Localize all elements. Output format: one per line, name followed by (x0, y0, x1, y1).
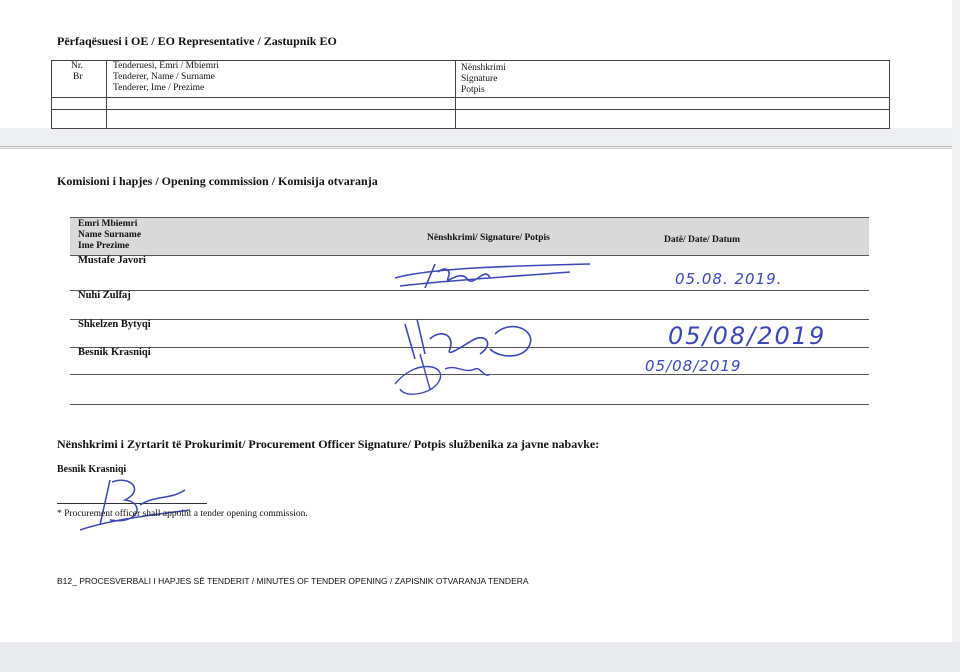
page-right-edge (952, 0, 960, 642)
member-name: Shkelzen Bytyqi (78, 319, 151, 330)
eo-col-nr-1: Nr. (71, 61, 83, 71)
eo-section-title: Përfaqësuesi i OE / EO Representative / Zastupnik EO (57, 34, 337, 48)
header-name-2: Name Surname (78, 230, 142, 240)
member-name: Nuhi Zulfaj (78, 290, 131, 301)
member-date: 05/08/2019 (645, 357, 742, 375)
eo-col-tenderer-3: Tenderer, Ime / Prezime (113, 83, 205, 93)
signature-mustafe (390, 258, 590, 298)
page-footer: B12_ PROCESVERBALI I HAPJES SË TENDERIT / MINUTES OF TENDER OPENING / ZAPISNIK OTVARANJA TENDERA (57, 576, 529, 586)
procurement-title: Nënshkrimi i Zyrtarit të Prokurimit/ Procurement Officer Signature/ Potpis službenika za javne nabavke: (57, 437, 600, 451)
eo-table (51, 60, 890, 129)
eo-col-tenderer-1: Tenderuesi, Emri / Mbiemri (113, 61, 219, 71)
officer-name: Besnik Krasniqi (57, 464, 127, 475)
commission-table-header (70, 217, 869, 256)
row-divider (70, 404, 869, 405)
signature-shkelzen-besnik (385, 314, 545, 404)
signature-officer (70, 470, 200, 540)
member-name: Besnik Krasniqi (78, 347, 151, 358)
officer-note: * Procurement officer shall appoint a tender opening commission. (57, 509, 308, 519)
header-name-1: Emri Mbiemri (78, 219, 138, 229)
eo-col-signature-2: Signature (461, 74, 498, 84)
header-date: Datë/ Date/ Datum (664, 235, 740, 245)
eo-col-tenderer-2: Tenderer, Name / Surname (113, 72, 215, 82)
member-date: 05/08/2019 (668, 322, 827, 350)
eo-col-signature-3: Potpis (461, 85, 485, 95)
header-name-3: Ime Prezime (78, 241, 130, 251)
eo-col-nr-2: Br (73, 72, 83, 82)
member-date: 05.08. 2019. (675, 270, 783, 288)
commission-section-title: Komisioni i hapjes / Opening commission / Komisija otvaranja (57, 174, 378, 188)
member-name: Mustafe Javori (78, 255, 146, 266)
viewer-bottom-bar (0, 642, 960, 672)
eo-col-signature-1: Nënshkrimi (461, 63, 506, 73)
header-signature: Nënshkrimi/ Signature/ Potpis (427, 233, 550, 243)
page-separator (0, 146, 960, 147)
